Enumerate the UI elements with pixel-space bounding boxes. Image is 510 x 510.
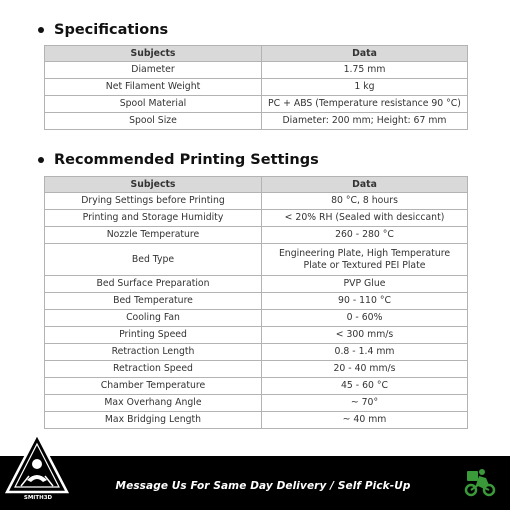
data-cell: 1 kg <box>262 79 468 96</box>
subject-cell: Max Bridging Length <box>45 412 262 429</box>
table-row <box>45 193 468 210</box>
printing-settings-table <box>44 176 468 429</box>
subject-cell: Spool Material <box>45 96 262 113</box>
data-cell: Diameter: 200 mm; Height: 67 mm <box>262 113 468 130</box>
data-cell: 260 - 280 °C <box>262 227 468 244</box>
subject-cell: Bed Type <box>45 244 262 276</box>
column-header-data: Data <box>262 177 468 193</box>
table-row <box>45 395 468 412</box>
table-row <box>45 276 468 293</box>
table-header-row <box>45 46 468 62</box>
subject-cell: Spool Size <box>45 113 262 130</box>
table-row <box>45 310 468 327</box>
subject-cell: Printing Speed <box>45 327 262 344</box>
footer-message: Message Us For Same Day Delivery / Self Pick-Up <box>115 480 411 492</box>
table-row <box>45 96 468 113</box>
data-cell: < 300 mm/s <box>262 327 468 344</box>
data-cell: 1.75 mm <box>262 62 468 79</box>
subject-cell: Max Overhang Angle <box>45 395 262 412</box>
subject-cell: Nozzle Temperature <box>45 227 262 244</box>
specifications-heading <box>38 22 168 38</box>
specifications-table <box>44 45 468 130</box>
table-row <box>45 412 468 429</box>
subject-cell: Drying Settings before Printing <box>45 193 262 210</box>
table-row <box>45 210 468 227</box>
subject-cell: Retraction Length <box>45 344 262 361</box>
table-row <box>45 344 468 361</box>
table-row <box>45 79 468 96</box>
data-cell: ~ 40 mm <box>262 412 468 429</box>
subject-cell: Cooling Fan <box>45 310 262 327</box>
printing-settings-title: Recommended Printing Settings <box>54 152 319 168</box>
data-cell: ~ 70° <box>262 395 468 412</box>
printing-settings-heading <box>38 152 319 168</box>
column-header-subjects: Subjects <box>45 46 262 62</box>
table-row <box>45 227 468 244</box>
table-row <box>45 293 468 310</box>
subject-cell: Diameter <box>45 62 262 79</box>
data-cell: 0 - 60% <box>262 310 468 327</box>
table-row <box>45 244 468 276</box>
data-cell: 20 - 40 mm/s <box>262 361 468 378</box>
bullet-icon <box>38 157 44 163</box>
table-row <box>45 378 468 395</box>
subject-cell: Bed Surface Preparation <box>45 276 262 293</box>
data-cell: 90 - 110 °C <box>262 293 468 310</box>
data-cell: 45 - 60 °C <box>262 378 468 395</box>
data-cell: PVP Glue <box>262 276 468 293</box>
bullet-icon <box>38 27 44 33</box>
table-row <box>45 62 468 79</box>
subject-cell: Bed Temperature <box>45 293 262 310</box>
specifications-title: Specifications <box>54 22 169 38</box>
column-header-data: Data <box>262 46 468 62</box>
data-cell: 80 °C, 8 hours <box>262 193 468 210</box>
subject-cell: Net Filament Weight <box>45 79 262 96</box>
data-cell: PC + ABS (Temperature resistance 90 °C) <box>262 96 468 113</box>
table-row <box>45 113 468 130</box>
data-cell: 0.8 - 1.4 mm <box>262 344 468 361</box>
subject-cell: Printing and Storage Humidity <box>45 210 262 227</box>
data-cell: Engineering Plate, High Temperature Plate or Textured PEI Plate <box>262 244 468 276</box>
delivery-motorbike-icon <box>462 465 496 499</box>
column-header-subjects: Subjects <box>45 177 262 193</box>
data-cell: < 20% RH (Sealed with desiccant) <box>262 210 468 227</box>
subject-cell: Retraction Speed <box>45 361 262 378</box>
table-row <box>45 327 468 344</box>
logo-text: SMITH3D <box>23 495 53 501</box>
subject-cell: Chamber Temperature <box>45 378 262 395</box>
table-row <box>45 361 468 378</box>
table-header-row <box>45 177 468 193</box>
